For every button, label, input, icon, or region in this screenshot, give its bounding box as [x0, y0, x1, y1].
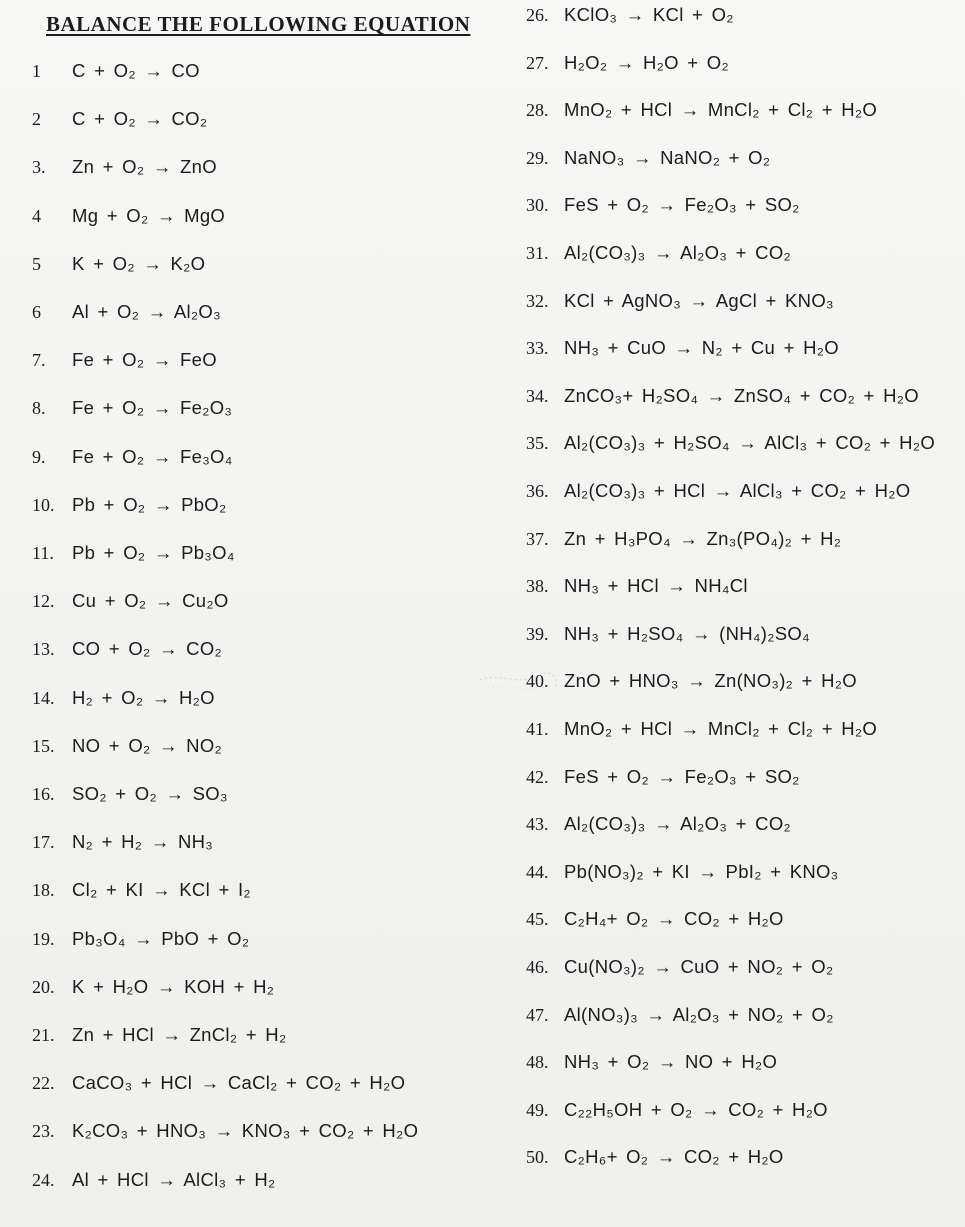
equation-text: H₂ + O₂ → H₂O — [72, 686, 215, 708]
equation-row — [32, 975, 275, 997]
equation-row — [526, 1053, 777, 1072]
equation-text: Pb(NO₃)₂ + KI → PbI₂ + KNO₃ — [564, 860, 839, 882]
equation-number: 5 — [32, 253, 41, 274]
equation-row — [526, 720, 877, 739]
equation-text: ZnO + HNO₃ → Zn(NO₃)₂ + H₂O — [564, 670, 857, 692]
equation-text: NO + O₂ → NO₂ — [72, 734, 223, 756]
equation-text: CO + O₂ → CO₂ — [72, 638, 223, 660]
equation-number: 26. — [526, 5, 549, 25]
equation-text: Al₂(CO₃)₃ → Al₂O₃ + CO₂ — [564, 242, 791, 263]
equation-text: K + H₂O → KOH + H₂ — [72, 975, 275, 997]
equation-row — [32, 785, 228, 804]
equation-text: FeS + O₂ → Fe₂O₃ + SO₂ — [564, 765, 800, 787]
equation-text: C + O₂ → CO — [72, 60, 200, 81]
equation-row — [526, 384, 919, 406]
equation-number: 32. — [526, 290, 549, 311]
equation-number: 46. — [526, 957, 549, 977]
equation-row — [526, 577, 748, 596]
equation-text: Al(NO₃)₃ → Al₂O₃ + NO₂ + O₂ — [564, 1003, 834, 1025]
equation-text: Pb + O₂ → PbO₂ — [72, 493, 227, 515]
equation-number: 49. — [526, 1099, 549, 1120]
equation-text: C₂H₄+ O₂ → CO₂ + H₂O — [564, 908, 784, 930]
equation-row — [32, 686, 215, 708]
equation-number: 18. — [32, 880, 55, 901]
equation-row — [526, 765, 800, 787]
equation-number: 28. — [526, 100, 549, 121]
equation-row — [32, 110, 207, 129]
equation-text: Al₂(CO₃)₃ → Al₂O₃ + CO₂ — [564, 813, 791, 835]
equation-row — [32, 1168, 276, 1190]
equation-text: FeS + O₂ → Fe₂O₃ + SO₂ — [564, 194, 800, 216]
equation-row — [526, 51, 729, 73]
equation-row — [526, 196, 800, 215]
worksheet-title: BALANCE THE FOLLOWING EQUATION — [46, 12, 471, 36]
equation-text: H₂O₂ → H₂O + O₂ — [564, 51, 729, 73]
equation-number: 3. — [32, 157, 46, 178]
equation-text: Mg + O₂ → MgO — [72, 204, 226, 226]
equation-text: NH₃ + O₂ → NO + H₂O — [564, 1051, 778, 1073]
equation-text: Cu + O₂ → Cu₂O — [72, 590, 229, 612]
equation-number: 11. — [32, 543, 54, 563]
equation-number: 43. — [526, 814, 549, 835]
equation-number: 2 — [32, 109, 41, 130]
equation-number: 9. — [32, 446, 46, 467]
equation-number: 22. — [32, 1073, 55, 1094]
equation-number: 33. — [526, 338, 549, 359]
equation-text: Fe + O₂ → Fe₂O₃ — [72, 397, 233, 419]
equation-row — [32, 158, 217, 177]
equation-row — [526, 146, 771, 168]
equation-number: 6 — [32, 302, 41, 322]
equation-row — [32, 493, 227, 515]
equation-row — [32, 204, 226, 226]
equation-row — [526, 1098, 828, 1120]
equation-number: 35. — [526, 433, 549, 454]
equation-number: 12. — [32, 591, 55, 612]
equation-row — [32, 252, 206, 274]
equation-number: 20. — [32, 976, 55, 997]
equation-text: MnO₂ + HCl → MnCl₂ + Cl₂ + H₂O — [564, 718, 878, 739]
equation-number: 13. — [32, 639, 55, 660]
equation-text: SO₂ + O₂ → SO₃ — [72, 783, 228, 804]
equation-text: ZnCO₃+ H₂SO₄ → ZnSO₄ + CO₂ + H₂O — [564, 384, 919, 406]
equation-number: 38. — [526, 576, 549, 597]
equation-text: Fe + O₂ → FeO — [72, 349, 217, 371]
equation-row — [526, 101, 877, 120]
equation-number: 1 — [32, 61, 41, 81]
equation-row — [526, 527, 842, 549]
equation-text: C + O₂ → CO₂ — [72, 108, 208, 130]
equation-text: KClO₃ → KCl + O₂ — [564, 4, 734, 25]
equation-number: 36. — [526, 481, 549, 501]
equation-row — [526, 622, 810, 644]
equation-row — [526, 958, 833, 977]
equation-number: 14. — [32, 687, 55, 708]
equation-row — [32, 734, 223, 756]
equation-number: 27. — [526, 52, 549, 73]
equation-text: NH₃ + CuO → N₂ + Cu + H₂O — [564, 337, 839, 359]
equation-row — [32, 927, 250, 949]
equation-text: MnO₂ + HCl → MnCl₂ + Cl₂ + H₂O — [564, 99, 878, 121]
equation-number: 29. — [526, 147, 549, 168]
equation-number: 19. — [32, 928, 55, 949]
equation-text: Zn + H₃PO₄ → Zn₃(PO₄)₂ + H₂ — [564, 527, 842, 549]
equation-text: N₂ + H₂ → NH₃ — [72, 831, 214, 853]
equation-text: Al + HCl → AlCl₃ + H₂ — [72, 1168, 276, 1190]
equation-number: 23. — [32, 1121, 55, 1142]
equation-number: 50. — [526, 1147, 549, 1168]
equation-row — [32, 303, 221, 322]
equation-row — [32, 1026, 286, 1045]
equation-row — [32, 640, 222, 659]
equation-number: 10. — [32, 494, 55, 515]
equation-row — [526, 339, 839, 358]
equation-number: 21. — [32, 1025, 55, 1045]
equation-number: 30. — [526, 195, 549, 216]
equation-number: 7. — [32, 350, 46, 371]
equation-number: 41. — [526, 719, 549, 739]
equation-row — [32, 833, 213, 852]
equation-number: 48. — [526, 1052, 549, 1073]
equation-row — [32, 1122, 418, 1141]
equation-number: 17. — [32, 832, 55, 853]
equation-text: Cu(NO₃)₂ → CuO + NO₂ + O₂ — [564, 956, 834, 977]
equation-number: 44. — [526, 861, 549, 882]
equation-row — [526, 1003, 834, 1025]
equation-row — [32, 544, 235, 563]
equation-row — [526, 815, 791, 834]
equation-row — [32, 399, 232, 418]
equation-text: K₂CO₃ + HNO₃ → KNO₃ + CO₂ + H₂O — [72, 1120, 419, 1142]
equation-row — [32, 62, 200, 81]
equation-row — [526, 244, 791, 263]
equation-text: Pb₃O₄ → PbO + O₂ — [72, 927, 250, 949]
equation-number: 34. — [526, 385, 549, 406]
equation-number: 31. — [526, 243, 549, 263]
pencil-smudge — [478, 668, 558, 698]
equation-number: 16. — [32, 784, 55, 804]
equation-row — [526, 672, 857, 691]
equation-row — [32, 351, 217, 370]
equation-number: 40. — [526, 671, 549, 692]
equation-text: Fe + O₂ → Fe₃O₄ — [72, 445, 233, 467]
equation-text: Pb + O₂ → Pb₃O₄ — [72, 542, 235, 563]
equation-row — [526, 482, 910, 501]
equation-text: NaNO₃ → NaNO₂ + O₂ — [564, 146, 771, 168]
equation-number: 15. — [32, 735, 55, 756]
equation-row — [526, 289, 834, 311]
equation-text: Al + O₂ → Al₂O₃ — [72, 301, 221, 322]
equation-row — [526, 860, 839, 882]
equation-number: 39. — [526, 623, 549, 644]
equation-number: 37. — [526, 528, 549, 549]
equation-row — [32, 592, 229, 611]
equation-row — [32, 1074, 405, 1093]
equation-text: K + O₂ → K₂O — [72, 252, 206, 274]
equation-row — [526, 434, 935, 453]
equation-row — [526, 910, 784, 929]
equation-text: CaCO₃ + HCl → CaCl₂ + CO₂ + H₂O — [72, 1072, 406, 1094]
equation-row — [526, 6, 734, 25]
equation-number: 8. — [32, 398, 46, 419]
equation-text: Cl₂ + KI → KCl + I₂ — [72, 879, 251, 901]
equation-row — [526, 1148, 784, 1167]
equation-text: KCl + AgNO₃ → AgCl + KNO₃ — [564, 289, 834, 311]
equation-text: C₂₂H₅OH + O₂ → CO₂ + H₂O — [564, 1098, 828, 1120]
equation-row — [32, 445, 233, 467]
equation-number: 45. — [526, 909, 549, 930]
equation-text: Al₂(CO₃)₃ + H₂SO₄ → AlCl₃ + CO₂ + H₂O — [564, 432, 936, 454]
equation-number: 4 — [32, 205, 41, 226]
equation-text: C₂H₆+ O₂ → CO₂ + H₂O — [564, 1146, 784, 1168]
equation-text: NH₃ + HCl → NH₄Cl — [564, 575, 748, 597]
equation-number: 47. — [526, 1004, 549, 1025]
equation-text: Zn + HCl → ZnCl₂ + H₂ — [72, 1024, 287, 1045]
equation-text: Al₂(CO₃)₃ + HCl → AlCl₃ + CO₂ + H₂O — [564, 480, 911, 501]
equation-row — [32, 881, 251, 900]
equation-number: 24. — [32, 1169, 55, 1190]
equation-text: Zn + O₂ → ZnO — [72, 156, 217, 178]
equation-text: NH₃ + H₂SO₄ → (NH₄)₂SO₄ — [564, 622, 810, 644]
equation-number: 42. — [526, 766, 549, 787]
